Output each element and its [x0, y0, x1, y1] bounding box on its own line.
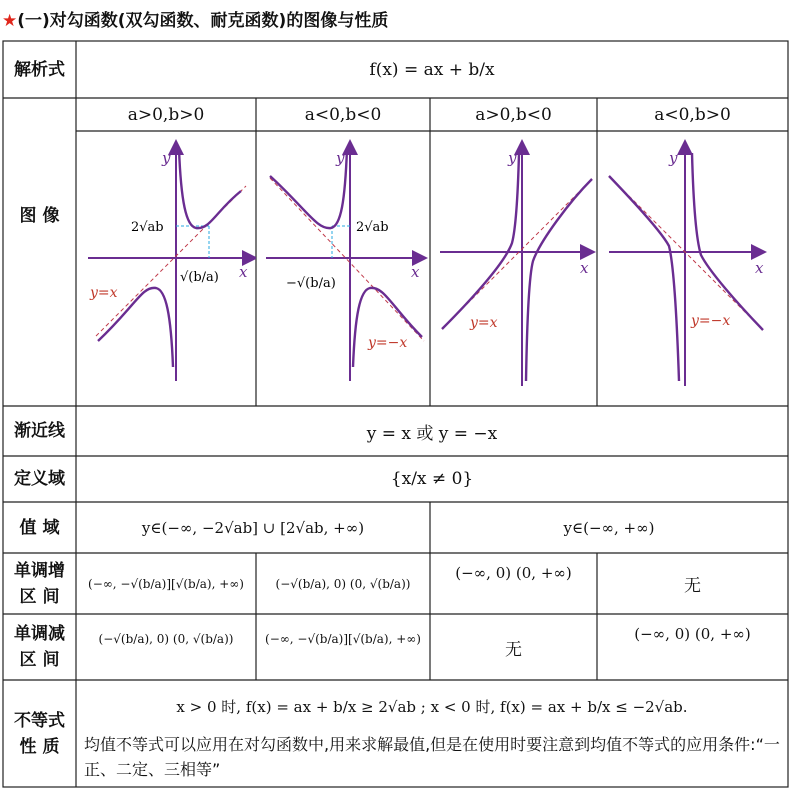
- title-text: (一)对勾函数(双勾函数、耐克函数)的图像与性质: [17, 11, 389, 31]
- condition-2: a<0,b<0: [304, 104, 382, 125]
- asymptote-label: y=−x: [368, 335, 408, 351]
- max-label: 2√ab: [356, 220, 389, 235]
- graph-3: [430, 131, 597, 406]
- domain-value: {x/x ≠ 0}: [390, 469, 474, 489]
- curve: [609, 176, 679, 381]
- inequality-note: 均值不等式可以应用在对勾函数中,用来求解最值,但是在使用时要注意到均值不等式的应用条件:“一正、二定、三相等”: [84, 735, 780, 779]
- x-label: x: [580, 259, 589, 277]
- decreasing-case-2: (−∞, −√(b/a)][√(b/a), +∞): [265, 632, 421, 646]
- asymptote-value: y = x 或 y = −x: [366, 423, 498, 444]
- label-inequality: [3, 680, 76, 787]
- increasing-case-2: (−√(b/a), 0) (0, √(b/a)): [275, 576, 411, 591]
- asymptote-label: y=−x: [691, 313, 731, 329]
- increasing-case-1: (−∞, −√(b/a)][√(b/a), +∞): [88, 576, 244, 591]
- y-label: y: [669, 149, 678, 167]
- condition-1: a>0,b>0: [127, 104, 205, 125]
- label-increasing-2: 区 间: [19, 586, 60, 607]
- decreasing-case-3: 无: [505, 639, 522, 660]
- asymptote-line: [270, 178, 424, 341]
- x-label: x: [755, 259, 764, 277]
- graph-1: [76, 131, 256, 406]
- label-decreasing-2: 区 间: [19, 650, 60, 670]
- y-label: y: [336, 149, 345, 167]
- label-increasing-1: 单调增: [14, 560, 65, 581]
- x-label: x: [411, 263, 420, 281]
- curve: [353, 288, 422, 367]
- label-asymptote: 渐近线: [14, 421, 65, 441]
- star-icon: ★: [2, 11, 18, 31]
- label-decreasing-1: 单调减: [14, 624, 65, 644]
- inequality-formula: x > 0 时, f(x) = ax + b/x ≥ 2√ab ; x < 0 时, f(x) = ax + b/x ≤ −2√ab.: [176, 697, 688, 716]
- label-decreasing: [3, 614, 76, 680]
- x-label: x: [239, 263, 248, 281]
- asymptote-label: y=x: [90, 285, 118, 301]
- label-graph: 图 像: [19, 206, 60, 226]
- curve: [179, 149, 241, 228]
- curve: [526, 179, 592, 381]
- condition-3: a>0,b<0: [475, 104, 552, 125]
- y-label: y: [508, 149, 517, 167]
- range-value-2: y∈(−∞, +∞): [563, 518, 655, 537]
- label-inequality-1: 不等式: [14, 710, 65, 731]
- increasing-case-4: 无: [684, 576, 701, 596]
- asymptote-label: y=x: [470, 315, 498, 331]
- label-domain: 定义域: [14, 469, 65, 489]
- decreasing-case-4: (−∞, 0) (0, +∞): [634, 625, 751, 643]
- range-value-1: y∈(−∞, −2√ab] ∪ [2√ab, +∞): [141, 518, 365, 537]
- label-range: 值 域: [19, 517, 60, 538]
- min-label: 2√ab: [131, 220, 164, 235]
- graph-4: [597, 131, 788, 406]
- curve: [442, 153, 519, 329]
- y-label: y: [162, 149, 171, 167]
- label-increasing: [3, 553, 76, 614]
- condition-4: a<0,b>0: [654, 104, 731, 125]
- x-mark: −√(b/a): [286, 276, 336, 291]
- label-inequality-2: 性 质: [19, 736, 60, 757]
- decreasing-case-1: (−√(b/a), 0) (0, √(b/a)): [98, 632, 234, 646]
- label-formula: 解析式: [14, 59, 65, 80]
- graph-2: [256, 131, 430, 406]
- curve: [692, 153, 763, 330]
- formula-value: f(x) = ax + b/x: [369, 59, 495, 80]
- x-mark: √(b/a): [180, 270, 219, 285]
- increasing-case-3: (−∞, 0) (0, +∞): [455, 564, 572, 582]
